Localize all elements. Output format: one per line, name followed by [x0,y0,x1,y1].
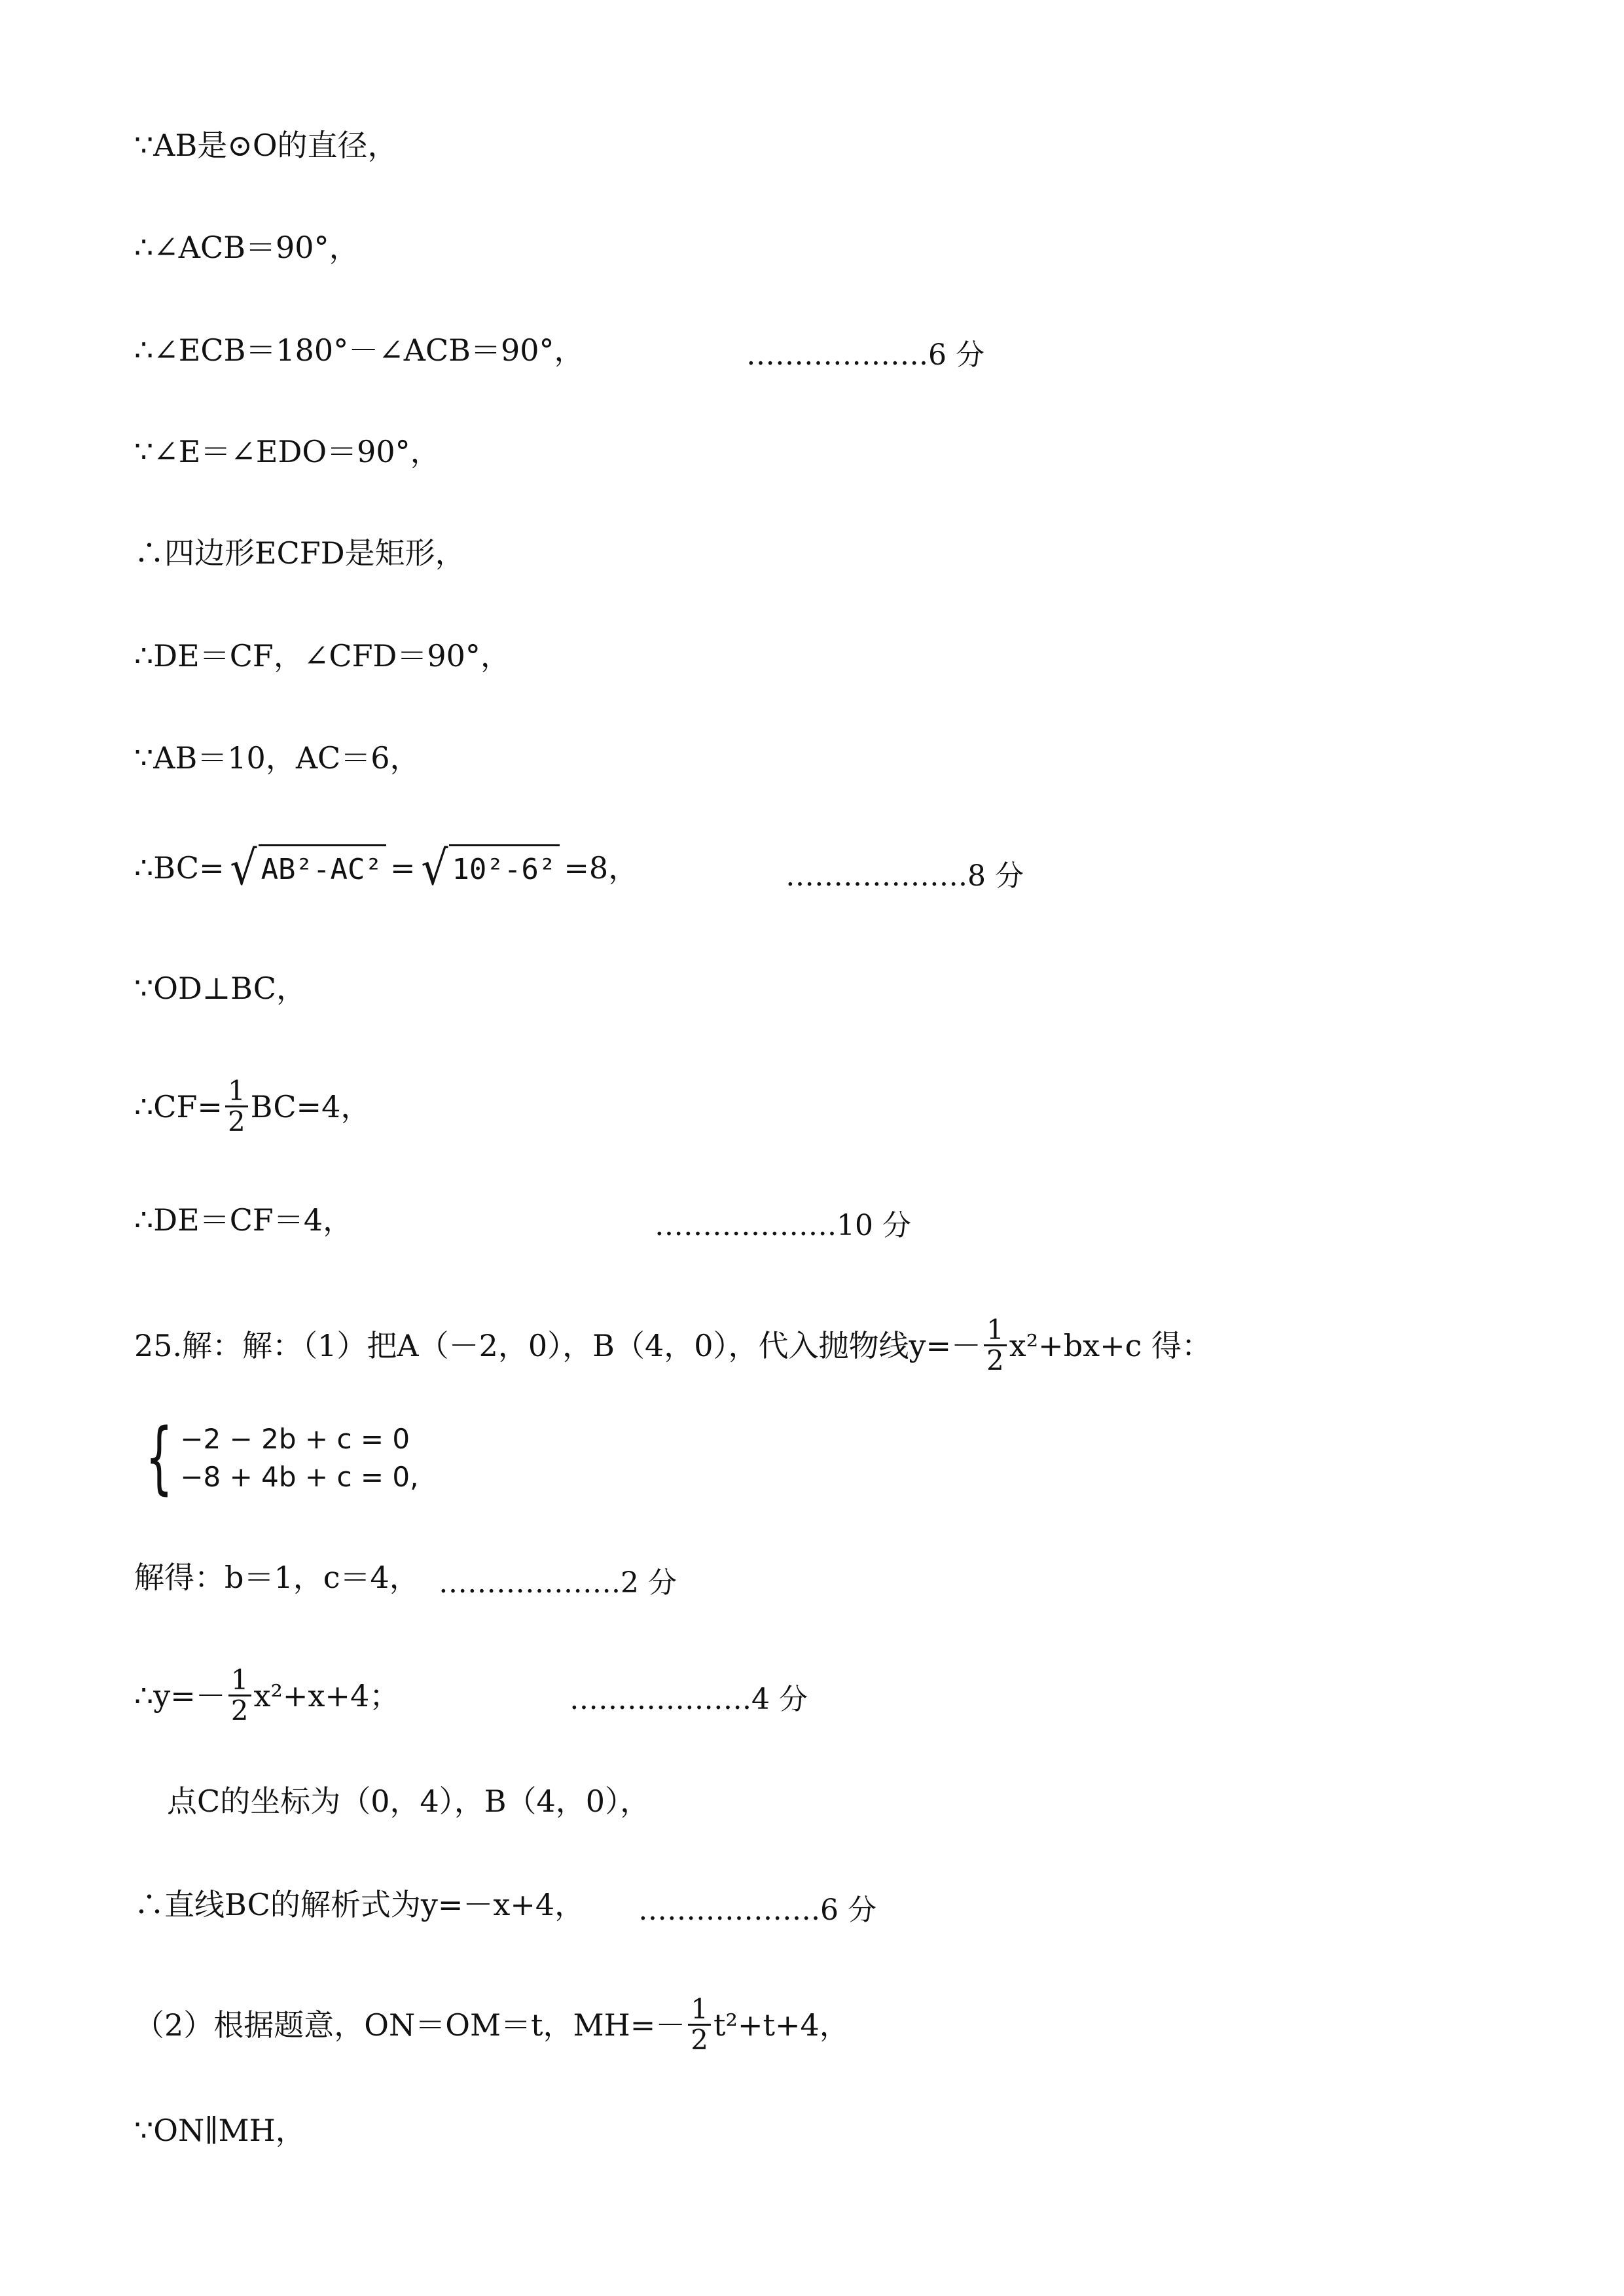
fraction-half-4: $\frac{1}{2}$ [688,1995,711,2054]
line-25: 25.解：解：（1）把A（－2，0），B（4，0），代入抛物线y=－ $\frac{1}{2}$ x²+bx+c 得： [134,1314,1212,1376]
fraction-half: $\frac{1}{2}$ [225,1077,248,1136]
score-10: ……………….10 分 [655,1209,911,1242]
line-4: ∵∠E＝∠EDO＝90°， [134,434,441,469]
line-7: ∵AB＝10，AC＝6， [134,740,420,776]
equation-2: −8 + 4b + c = 0, [180,1461,419,1493]
sqrt-10-6: √ 10²-6² [420,844,560,891]
line-6: ∴DE＝CF，∠CFD＝90°， [134,638,511,673]
line-point-c: 点C的坐标为（0，4），B（4，0）， [167,1784,651,1819]
brace-icon: { [145,1412,173,1503]
score-2: ……………….2 分 [439,1566,677,1600]
score-4: ……………….4 分 [569,1683,808,1716]
line-cf: ∴CF= $\frac{1}{2}$ BC=4， [134,1075,371,1138]
line-3: ∴∠ECB＝180°－∠ACB＝90°， [134,332,585,368]
line-bc-expr: ∴直线BC的解析式为y=－x+4， [134,1887,585,1922]
line-5: ∴四边形ECFD是矩形， [134,535,465,571]
sqrt-ab-ac: √ AB²-AC² [228,844,386,891]
line-y: ∴y=－ $\frac{1}{2}$ x²+x+4； [134,1664,400,1727]
line-od: ∵OD⊥BC， [134,971,306,1006]
line-parallel: ∵ON∥MH， [134,2113,306,2148]
fraction-half-3: $\frac{1}{2}$ [228,1666,251,1725]
score-8: ……………….8 分 [785,859,1024,893]
score-6: ……………….6 分 [746,338,984,372]
equation-1: −2 − 2b + c = 0 [180,1423,410,1455]
line-de: ∴DE＝CF＝4， [134,1202,353,1238]
line-bc: ∴BC= √ AB²-AC² = √ 10²-6² =8， [134,840,639,895]
score-6b: ……………….6 分 [638,1893,876,1927]
line-1: ∵AB是⊙O的直径， [134,128,398,163]
line-2: ∴∠ACB＝90°， [134,230,359,265]
line-part2: （2）根据题意，ON＝OM＝t，MH=－ $\frac{1}{2}$ t²+t+4， [134,1993,850,2056]
fraction-half-2: $\frac{1}{2}$ [984,1316,1007,1375]
equation-system [134,1412,419,1503]
line-solve: 解得：b＝1，c＝4， [134,1560,420,1595]
